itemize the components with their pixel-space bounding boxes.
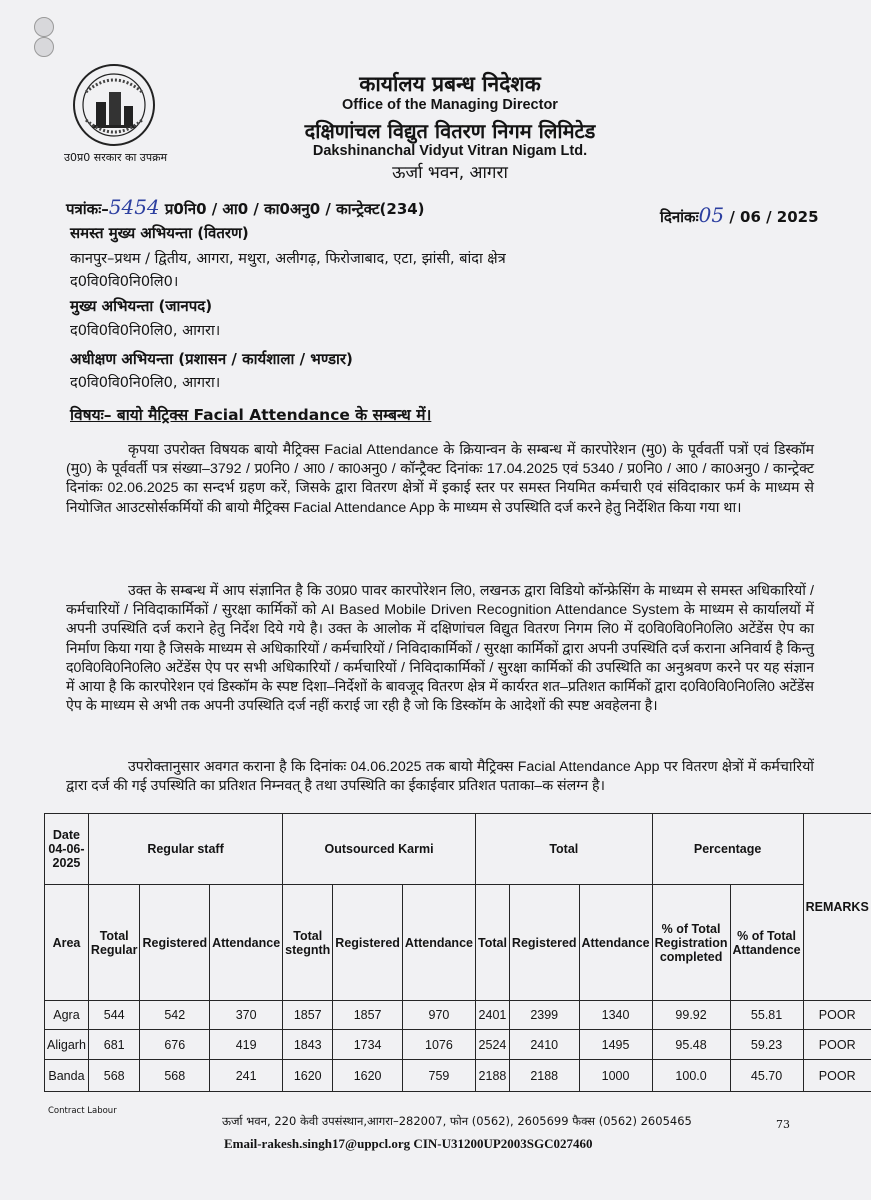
cell-remarks: POOR: [803, 1030, 871, 1060]
cell-value: 1734: [333, 1030, 403, 1060]
table-group-header-row: [45, 814, 871, 885]
cell-value: 1076: [402, 1030, 475, 1060]
cell-value: 95.48: [652, 1030, 730, 1060]
footer-address: ऊर्जा भवन, 220 केवी उपसंस्थान,आगरा–282007, फोन (0562), 2605699 फैक्स (0562) 2605465: [222, 1114, 692, 1128]
cell-area: Agra: [45, 1001, 89, 1030]
cell-value: 542: [140, 1001, 210, 1030]
column-header: % of Total Registration completed: [652, 885, 730, 1001]
company-name-english: Dakshinanchal Vidyut Vitran Nigam Ltd.: [312, 143, 588, 159]
logo-caption: उ0प्र0 सरकार का उपक्रम: [64, 151, 168, 164]
addressee-line: द0वि0वि0नि0लि0।: [70, 274, 179, 290]
reference-number: [66, 195, 425, 219]
reference-prefix: पत्रांकः–: [66, 200, 109, 218]
column-header: Attendance: [579, 885, 652, 1001]
cell-value: 970: [402, 1001, 475, 1030]
column-header: Attendance: [210, 885, 283, 1001]
cell-value: 676: [140, 1030, 210, 1060]
paragraph-text: कृपया उपरोक्त विषयक बायो मैट्रिक्स Facial Attendance के क्रियान्वन के सम्बन्ध में कारपोरेशन (मु0) के पूर्ववर्ती पत्रों एवं डिस्कॉम (मु0) के पूर्ववर्ती पत्र संख्या–3792 / प्र0नि0 / आ0 / का0अनु0 / कॉन्ट्रैक्ट दिनांकः 17.04.2025 एवं 5340 / प्र0नि0 / आ0 / का0अनु0 / कान्ट्रेक्ट दिनांकः 02.06.2025 का सन्दर्भ ग्रहण करें, जिसके द्वारा वितरण क्षेत्रों में इकाई स्तर पर समस्त नियमित कर्मचारी एवं संविदाकार फर्म के माध्यम से नियोजित आउटसोर्सकर्मियों की बायो मैट्रिक्स Facial Attendance App के माध्यम से उपस्थिति दर्ज करने हेतु निर्देशित किया गया था।: [66, 442, 814, 516]
cell-value: 1857: [283, 1001, 333, 1030]
group-header-regular: Regular staff: [88, 814, 282, 885]
cell-value: 45.70: [730, 1060, 803, 1092]
cell-value: 59.23: [730, 1030, 803, 1060]
cell-value: 2524: [475, 1030, 509, 1060]
body-paragraph: [66, 758, 814, 796]
cell-area: Banda: [45, 1060, 89, 1092]
cell-value: 1495: [579, 1030, 652, 1060]
paragraph-text: उपरोक्तानुसार अवगत कराना है कि दिनांकः 04.06.2025 तक बायो मैट्रिक्स Facial Attendance App पर वितरण क्षेत्रों में कर्मचारियों द्वारा दर्ज की गई उपस्थिति का प्रतिशत निम्नवत् है तथा उपस्थिति का ईकाईवार प्रतिशत पताका–क संलग्न है।: [66, 759, 814, 795]
column-header: Registered: [140, 885, 210, 1001]
table-row: [45, 1060, 871, 1092]
cell-value: 544: [88, 1001, 140, 1030]
cell-value: 370: [210, 1001, 283, 1030]
column-header: Area: [45, 885, 89, 1001]
office-title-english: Office of the Managing Director: [342, 97, 558, 113]
body-paragraph: [66, 441, 814, 518]
cell-value: 99.92: [652, 1001, 730, 1030]
company-logo-icon: [66, 62, 162, 148]
reference-handwritten-number: 5454: [108, 195, 160, 219]
punch-hole: [34, 37, 54, 57]
cell-value: 2399: [509, 1001, 579, 1030]
paragraph-text: उक्त के सम्बन्ध में आप संज्ञानित है कि उ0प्र0 पावर कारपोरेशन लि0, लखनऊ द्वारा विडियो कॉन्फ्रेसिंग के माध्यम से समस्त अधिकारियों / कर्मचारियों / निविदाकार्मिकों / सुरक्षा कार्मिकों को AI Based Mobile Driven Recognition Attendance System के माध्यम से कार्यालयों में अपनी उपस्थिति दर्ज कराने हेतु निर्देश दिये गये है। उक्त के आलोक में दक्षिणांचल विद्युत वितरण निगम लि0 में द0वि0वि0नि0लि0 अटेंडेंस ऐप का निर्माण किया गया है जिसके माध्यम से अधिकारियों / कर्मचारियों / निविदाकार्मिकों / सुरक्षा कार्मिकों द्वारा अपनी उपस्थिति दर्ज कराना अनिवार्य है किन्तु द0वि0वि0नि0लि0 अटेंडेंस ऐप पर सभी अधिकारियों / कर्मचारियों / निविदाकार्मिकों / सुरक्षा कार्मिकों की उपस्थिति का अनुश्रवण करने पर यह संज्ञान में आया है कि कारपोरेशन एवं डिस्कॉम के स्पष्ट दिशा–निर्देशों के बावजूद वितरण क्षेत्र में कार्यरत शत–प्रतिशत कार्मिकों द्वारा द0वि0वि0नि0लि0 अटेंडेंस ऐप के माध्यम से अभी तक अपनी उपस्थिति दर्ज नहीं कराई जा रही है जो कि डिस्कॉम के आदेशों की स्पष्ट अवहेलना है।: [66, 583, 814, 715]
punch-hole: [34, 17, 54, 37]
company-location: ऊर्जा भवन, आगरा: [392, 163, 508, 183]
cell-value: 1000: [579, 1060, 652, 1092]
addressee-line: द0वि0वि0नि0लि0, आगरा।: [70, 323, 221, 339]
column-header: Total: [475, 885, 509, 1001]
column-header: Total Regular: [88, 885, 140, 1001]
cell-value: 568: [140, 1060, 210, 1092]
page-number: 73: [776, 1118, 790, 1131]
addressee-line: कानपुर–प्रथम / द्वितीय, आगरा, मथुरा, अलीगढ़, फिरोजाबाद, एटा, झांसी, बांदा क्षेत्र: [70, 251, 506, 267]
cell-remarks: POOR: [803, 1001, 871, 1030]
company-name-hindi: दक्षिणांचल विद्युत वितरण निगम लिमिटेड: [304, 119, 596, 143]
footer-email-cin: Email-rakesh.singh17@uppcl.org CIN-U31200UP2003SGC027460: [224, 1136, 593, 1151]
cell-value: 55.81: [730, 1001, 803, 1030]
table-row: [45, 1030, 871, 1060]
attendance-table: [44, 813, 871, 1092]
reference-code: प्र0नि0 / आ0 / का0अनु0 / कान्ट्रेक्ट(234): [164, 200, 425, 218]
cell-value: 419: [210, 1030, 283, 1060]
cell-value: 2188: [475, 1060, 509, 1092]
group-header-total: Total: [475, 814, 652, 885]
cell-value: 759: [402, 1060, 475, 1092]
letter-date: [660, 203, 819, 227]
cell-value: 1843: [283, 1030, 333, 1060]
table-column-header-row: [45, 885, 871, 1001]
cell-remarks: POOR: [803, 1060, 871, 1092]
remarks-header: REMARKS: [803, 814, 871, 1001]
addressee-title: समस्त मुख्य अभियन्ता (वितरण): [70, 224, 249, 242]
group-header-percentage: Percentage: [652, 814, 803, 885]
addressee-line: द0वि0वि0नि0लि0, आगरा।: [70, 375, 221, 391]
cell-value: 241: [210, 1060, 283, 1092]
subject-line: विषयः– बायो मैट्रिक्स Facial Attendance के सम्बन्ध में।: [70, 406, 432, 424]
office-title-hindi: कार्यालय प्रबन्ध निदेशक: [359, 72, 541, 96]
column-header: Attendance: [402, 885, 475, 1001]
column-header: Registered: [333, 885, 403, 1001]
date-handwritten-day: 05: [698, 203, 725, 227]
date-label: दिनांकः: [660, 208, 699, 226]
cell-value: 2410: [509, 1030, 579, 1060]
cell-value: 1620: [333, 1060, 403, 1092]
cell-value: 1340: [579, 1001, 652, 1030]
cell-area: Aligarh: [45, 1030, 89, 1060]
column-header: Registered: [509, 885, 579, 1001]
addressee-title: अधीक्षण अभियन्ता (प्रशासन / कार्यशाला / भण्डार): [70, 350, 353, 368]
contract-labour-note: Contract Labour: [48, 1106, 117, 1116]
cell-value: 2188: [509, 1060, 579, 1092]
column-header: Total stegnth: [283, 885, 333, 1001]
cell-value: 1857: [333, 1001, 403, 1030]
cell-value: 681: [88, 1030, 140, 1060]
addressee-title: मुख्य अभियन्ता (जानपद): [70, 297, 213, 315]
cell-value: 568: [88, 1060, 140, 1092]
body-paragraph: [66, 582, 814, 716]
date-month-year: / 06 / 2025: [729, 208, 819, 226]
date-header-cell: Date 04-06-2025: [45, 814, 89, 885]
cell-value: 2401: [475, 1001, 509, 1030]
table-row: [45, 1001, 871, 1030]
group-header-outsourced: Outsourced Karmi: [283, 814, 476, 885]
column-header: % of Total Attandence: [730, 885, 803, 1001]
cell-value: 1620: [283, 1060, 333, 1092]
cell-value: 100.0: [652, 1060, 730, 1092]
